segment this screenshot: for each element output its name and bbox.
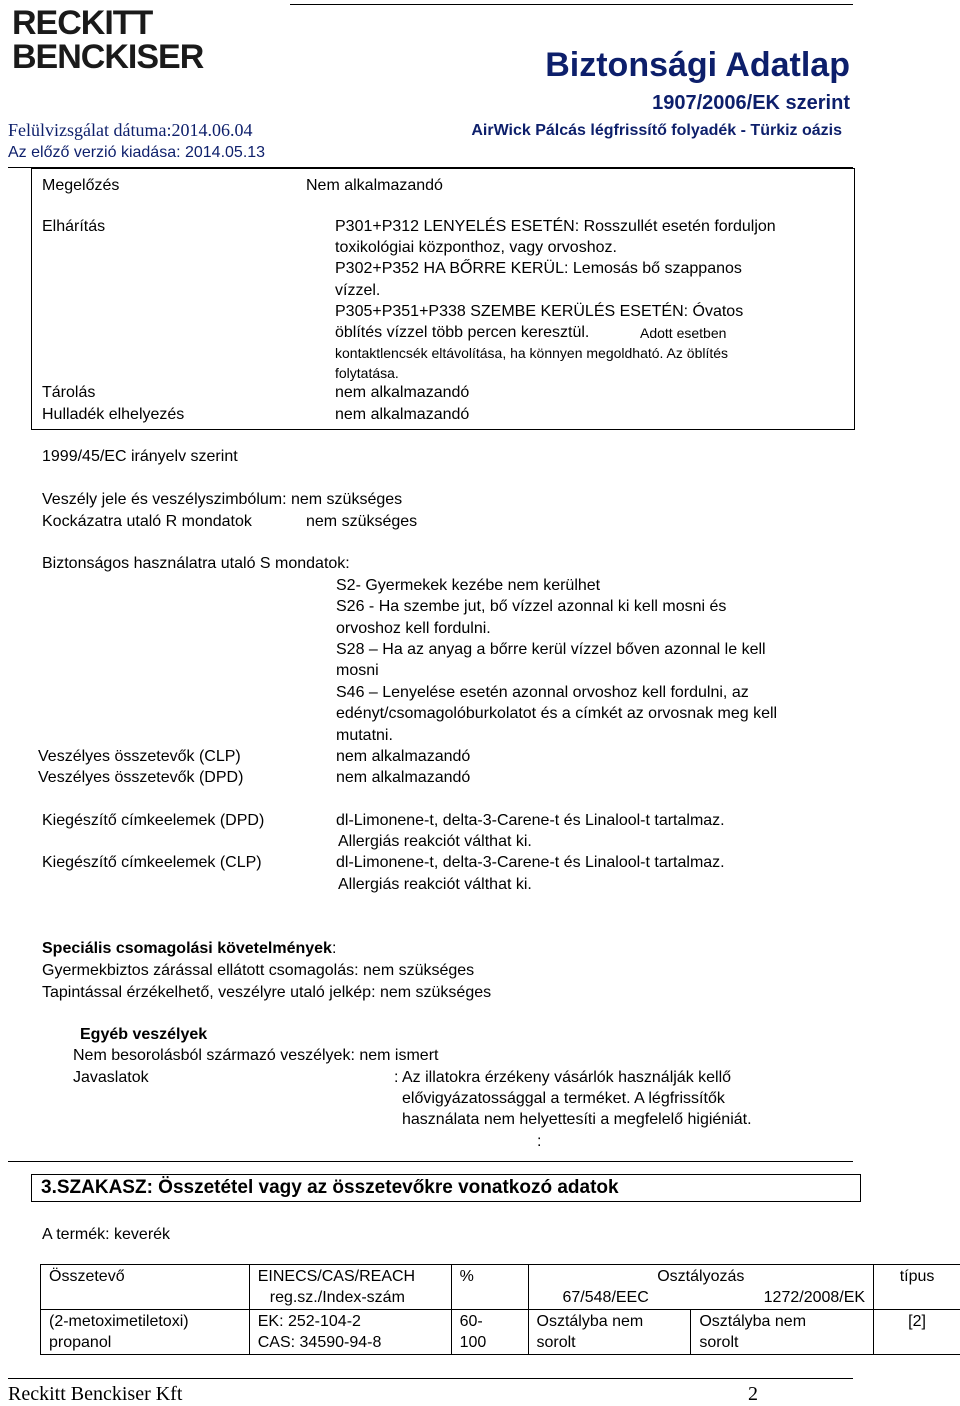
s-phrase-line: edényt/csomagolóburkolatot és a címkét az orvosnak meg kell <box>336 705 778 722</box>
prevention-label: Megelőzés <box>42 177 120 194</box>
response-line: P302+P352 HA BŐRRE KERÜL: Lemosás bő szappanos <box>335 260 742 277</box>
header-ids-line: EINECS/CAS/REACH <box>257 1268 416 1285</box>
cell-line: sorolt <box>536 1334 576 1351</box>
packaging-line: Tapintással érzékelhető, veszélyre utaló jelkép: nem szükséges <box>42 984 492 1001</box>
r-phrases-label: Kockázatra utaló R mondatok <box>42 513 252 530</box>
response-line: öblítés vízzel több percen keresztül. <box>335 324 590 341</box>
trailing-colon: : <box>537 1133 542 1150</box>
clp-components-value: nem alkalmazandó <box>336 748 471 765</box>
header-classification-title: Osztályozás <box>657 1268 745 1285</box>
header-classification <box>528 1265 874 1310</box>
header-identifiers <box>249 1265 451 1310</box>
company-logo <box>12 6 217 74</box>
section-rule <box>8 1161 853 1162</box>
s-phrase-line: S2- Gyermekek kezébe nem kerülhet <box>336 577 601 594</box>
header-type: típus <box>874 1265 960 1310</box>
clp-components-label: Veszélyes összetevők (CLP) <box>38 748 241 765</box>
cell-classification-reg <box>691 1310 874 1355</box>
r-phrases-value: nem szükséges <box>306 513 418 530</box>
packaging-heading-colon: : <box>331 940 337 957</box>
disposal-label: Hulladék elhelyezés <box>42 406 185 423</box>
header-reg: 1272/2008/EK <box>763 1289 866 1306</box>
s-phrase-line: S26 - Ha szembe jut, bő vízzel azonnal ki kell mosni és <box>336 598 727 615</box>
cell-line: Osztályba nem <box>536 1313 644 1330</box>
cell-identifiers <box>249 1310 451 1355</box>
cell-percent <box>451 1310 528 1355</box>
table-row <box>41 1310 960 1355</box>
advice-label: Javaslatok <box>73 1069 149 1086</box>
header-percent: % <box>451 1265 528 1310</box>
s-phrase-line: S46 – Lenyelése esetén azonnal orvoshoz kell fordulni, az <box>336 684 749 701</box>
storage-label: Tárolás <box>42 384 96 401</box>
footer-company: Reckitt Benckiser Kft <box>8 1383 183 1405</box>
cell-line: 100 <box>459 1334 487 1351</box>
response-line: P305+P351+P338 SZEMBE KERÜLÉS ESETÉN: Óvatos <box>335 303 744 320</box>
cell-type: [2] <box>874 1310 960 1355</box>
response-line: P301+P312 LENYELÉS ESETÉN: Rosszullét esetén forduljon <box>335 218 776 235</box>
header-ids-line: reg.sz./Index-szám <box>269 1289 405 1306</box>
header-dir: 67/548/EEC <box>562 1289 649 1306</box>
table-header-row <box>41 1265 960 1310</box>
s-phrase-line: S28 – Ha az anyag a bőrre kerül vízzel bőven azonnal le kell <box>336 641 766 658</box>
dpd-components-value: nem alkalmazandó <box>336 769 471 786</box>
other-hazards-line: Nem besorolásból származó veszélyek: nem ismert <box>73 1047 439 1064</box>
extra-dpd-line: dl-Limonene-t, delta-3-Carene-t és Linalool-t tartalmaz. <box>336 812 725 829</box>
advice-line: : Az illatokra érzékeny vásárlók használják kellő <box>394 1069 732 1086</box>
advice-line: elővigyázatossággal a terméket. A légfrissítők <box>402 1090 725 1107</box>
cell-component <box>41 1310 250 1355</box>
section3-heading: 3.SZAKASZ: Összetétel vagy az összetevőkre vonatkozó adatok <box>41 1177 619 1198</box>
cell-line: propanol <box>49 1334 112 1351</box>
packaging-line: Gyermekbiztos zárással ellátott csomagolás: nem szükséges <box>42 962 475 979</box>
packaging-heading-text: Speciális csomagolási követelmények <box>42 940 332 957</box>
cell-line: sorolt <box>699 1334 739 1351</box>
header-top-rule <box>290 4 853 5</box>
previous-version: Az előző verzió kiadása: 2014.05.13 <box>8 144 266 161</box>
header-component: Összetevő <box>41 1265 250 1310</box>
cell-classification-dir <box>528 1310 691 1355</box>
cell-line: EK: 252-104-2 <box>257 1313 361 1330</box>
extra-clp-line: Allergiás reakciót válthat ki. <box>338 876 532 893</box>
document-title: Biztonsági Adatlap <box>545 46 850 84</box>
response-line: toxikológiai központhoz, vagy orvoshoz. <box>335 239 617 256</box>
logo-line-1: RECKITT <box>12 4 153 42</box>
response-small-text: Adott esetben <box>640 325 727 341</box>
symbol-line: Veszély jele és veszélyszimbólum: nem szükséges <box>42 491 403 508</box>
s-phrase-line: mutatni. <box>336 727 393 744</box>
disposal-value: nem alkalmazandó <box>335 406 470 423</box>
cell-line: CAS: 34590-94-8 <box>257 1334 382 1351</box>
revision-date: Felülvizsgálat dátuma:2014.06.04 <box>8 120 253 140</box>
document-subtitle: 1907/2006/EK szerint <box>652 92 850 114</box>
extra-dpd-line: Allergiás reakciót válthat ki. <box>338 833 532 850</box>
footer-page-number: 2 <box>748 1383 758 1405</box>
extra-clp-line: dl-Limonene-t, delta-3-Carene-t és Linalool-t tartalmaz. <box>336 854 725 871</box>
response-label: Elhárítás <box>42 218 106 235</box>
advice-line: használata nem helyettesíti a megfelelő higiéniát. <box>402 1111 752 1128</box>
header-classification-sub <box>537 1287 866 1308</box>
composition-table <box>40 1264 960 1355</box>
storage-value: nem alkalmazandó <box>335 384 470 401</box>
response-line: vízzel. <box>335 282 381 299</box>
s-phrase-line: mosni <box>336 662 379 679</box>
prevention-value: Nem alkalmazandó <box>306 177 443 194</box>
cell-line: (2-metoximetiletoxi) <box>49 1313 189 1330</box>
footer-rule <box>8 1378 853 1379</box>
extra-clp-label: Kiegészítő címkeelemek (CLP) <box>42 854 262 871</box>
s-phrase-line: orvoshoz kell fordulni. <box>336 620 491 637</box>
directive-heading: 1999/45/EC irányelv szerint <box>42 448 238 465</box>
response-small-text: folytatása. <box>335 365 399 381</box>
dpd-components-label: Veszélyes összetevők (DPD) <box>38 769 244 786</box>
cell-line: Osztályba nem <box>699 1313 807 1330</box>
s-phrases-heading: Biztonságos használatra utaló S mondatok: <box>42 555 350 572</box>
other-hazards-heading: Egyéb veszélyek <box>80 1026 208 1043</box>
cell-line: 60- <box>459 1313 483 1330</box>
product-type: A termék: keverék <box>42 1226 171 1243</box>
packaging-heading <box>42 938 336 959</box>
logo-line-2: BENCKISER <box>12 38 204 76</box>
extra-dpd-label: Kiegészítő címkeelemek (DPD) <box>42 812 265 829</box>
product-name: AirWick Pálcás légfrissítő folyadék - Türkiz oázis <box>471 122 842 139</box>
response-small-text: kontaktlencsék eltávolítása, ha könnyen megoldható. Az öblítés <box>335 345 729 361</box>
